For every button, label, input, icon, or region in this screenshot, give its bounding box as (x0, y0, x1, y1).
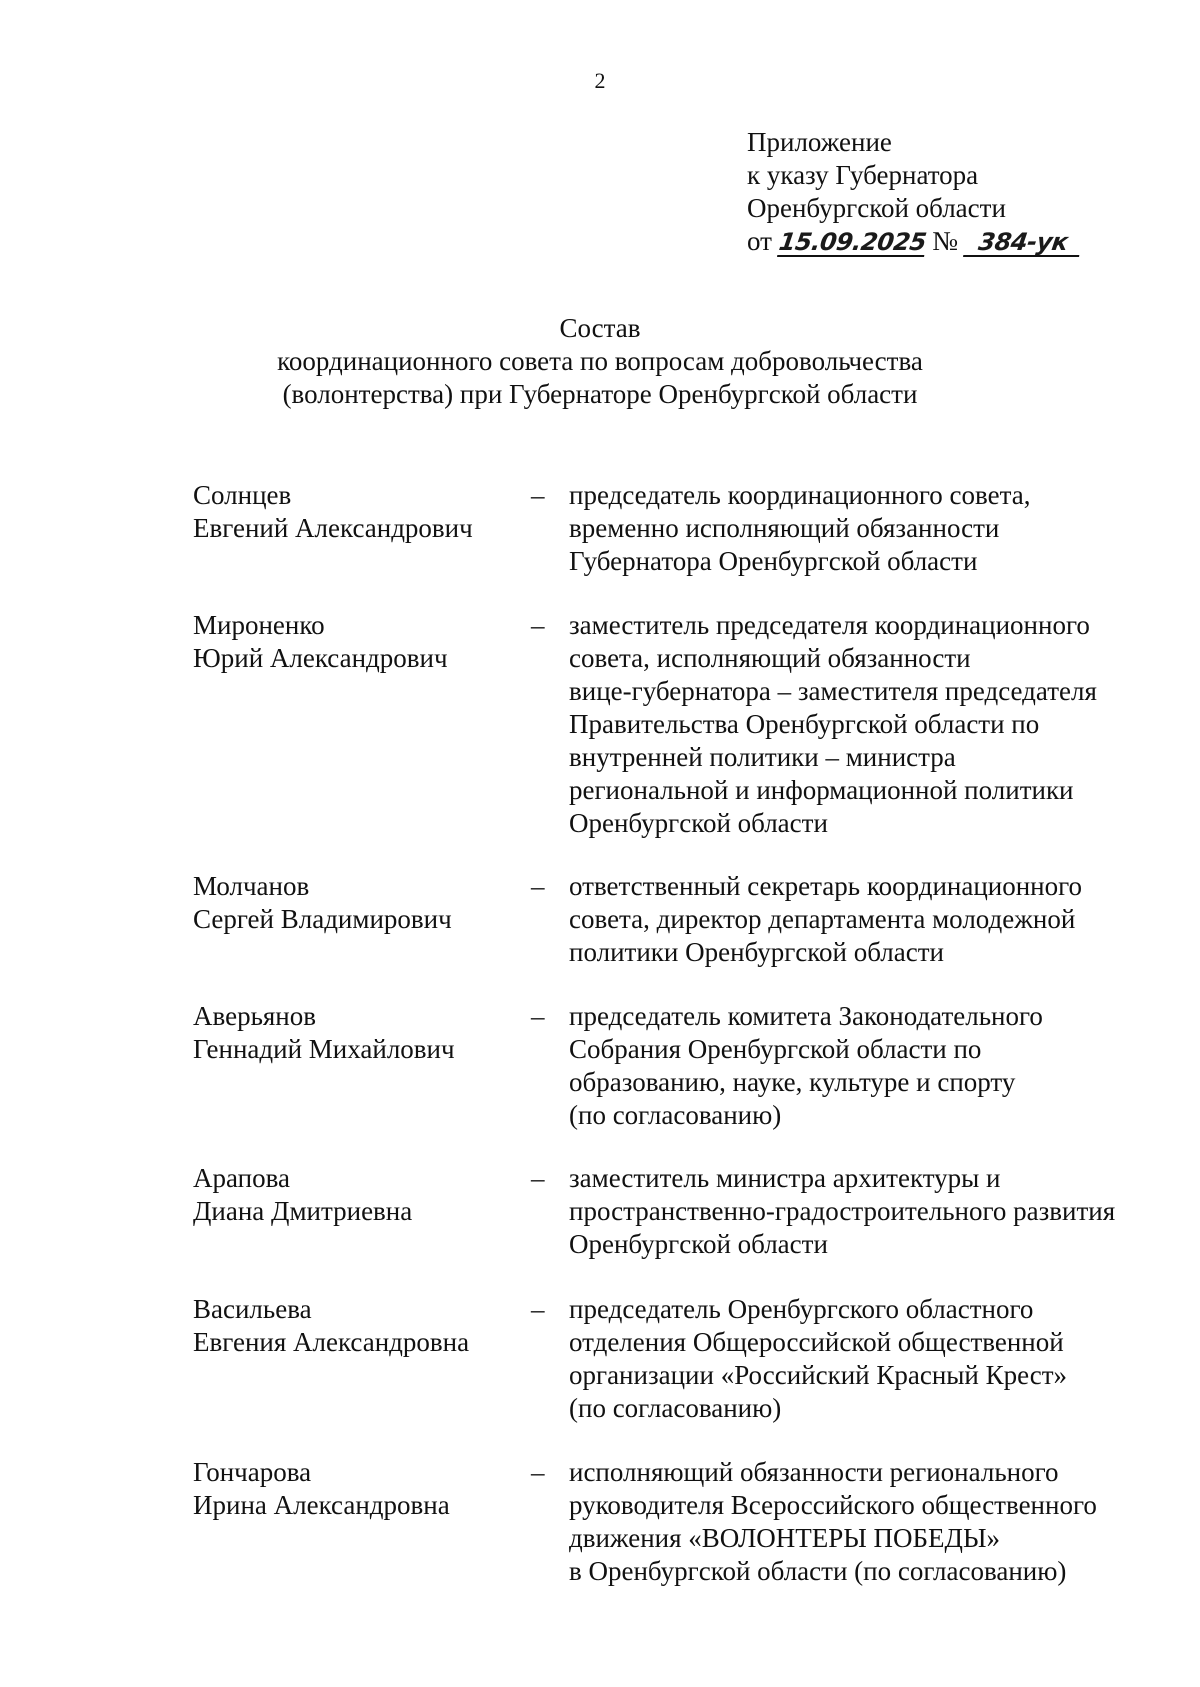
appendix-title: Приложение (747, 127, 892, 157)
role-line: Губернатора Оренбургской области (569, 546, 978, 576)
role-line: Оренбургской области (569, 808, 828, 838)
member-dash: – (531, 480, 545, 510)
member-role (569, 870, 1169, 969)
role-line: председатель координационного совета, (569, 480, 1031, 510)
member-given-names: Евгений Александрович (193, 513, 473, 543)
member-surname: Гончарова (193, 1457, 312, 1487)
member-given-names: Ирина Александровна (193, 1490, 450, 1520)
member-surname: Солнцев (193, 480, 292, 510)
role-line: совета, директор департамента молодежной (569, 904, 1076, 934)
member-role (569, 1456, 1169, 1588)
member-dash: – (531, 1001, 545, 1031)
member-given-names: Юрий Александрович (193, 643, 448, 673)
member-given-names: Евгения Александровна (193, 1327, 470, 1357)
page-number: 2 (594, 68, 606, 93)
title-line-3: (волонтерства) при Губернаторе Оренбургской области (282, 379, 918, 409)
member-dash: – (531, 1163, 545, 1193)
member-name (193, 1456, 523, 1522)
role-line: совета, исполняющий обязанности (569, 643, 971, 673)
member-given-names: Геннадий Михайлович (193, 1034, 455, 1064)
role-line: Собрания Оренбургской области по (569, 1034, 982, 1064)
member-dash: – (531, 871, 545, 901)
member-name (193, 1162, 523, 1228)
member-role (569, 1293, 1169, 1425)
role-line: отделения Общероссийской общественной (569, 1327, 1064, 1357)
role-line: ответственный секретарь координационного (569, 871, 1083, 901)
date-prefix: от (747, 226, 772, 256)
member-role (569, 479, 1169, 578)
member-dash: – (531, 1457, 545, 1487)
member-dash: – (531, 1294, 545, 1324)
member-surname: Аверьянов (193, 1001, 317, 1031)
handwritten-number: 384-ук (963, 229, 1083, 257)
handwritten-date: 15.09.2025 (776, 228, 928, 256)
appendix-region: Оренбургской области (747, 193, 1006, 223)
role-line: Правительства Оренбургской области по (569, 709, 1040, 739)
member-surname: Молчанов (193, 871, 310, 901)
role-line: руководителя Всероссийского общественного (569, 1490, 1097, 1520)
member-name (193, 870, 523, 936)
role-line: заместитель председателя координационного (569, 610, 1090, 640)
role-line: политики Оренбургской области (569, 937, 944, 967)
member-given-names: Сергей Владимирович (193, 904, 452, 934)
role-line: временно исполняющий обязанности (569, 513, 1000, 543)
member-dash: – (531, 610, 545, 640)
role-line: председатель Оренбургского областного (569, 1294, 1034, 1324)
role-line: региональной и информационной политики (569, 775, 1074, 805)
role-line: образованию, науке, культуре и спорту (569, 1067, 1016, 1097)
role-line: (по согласованию) (569, 1393, 782, 1423)
member-given-names: Диана Дмитриевна (193, 1196, 413, 1226)
role-line: пространственно-градостроительного развития (569, 1196, 1116, 1226)
role-line: исполняющий обязанности регионального (569, 1457, 1059, 1487)
title-line-1: Состав (559, 313, 641, 343)
member-name (193, 609, 523, 675)
appendix-decree-ref: к указу Губернатора (747, 160, 979, 190)
number-prefix: № (932, 226, 959, 256)
member-role (569, 609, 1169, 840)
role-line: председатель комитета Законодательного (569, 1001, 1043, 1031)
role-line: внутренней политики – министра (569, 742, 956, 772)
member-role (569, 1000, 1169, 1132)
member-name (193, 1293, 523, 1359)
role-line: в Оренбургской области (по согласованию) (569, 1556, 1067, 1586)
member-role (569, 1162, 1169, 1261)
role-line: организации «Российский Красный Крест» (569, 1360, 1068, 1390)
member-surname: Арапова (193, 1163, 290, 1193)
role-line: Оренбургской области (569, 1229, 828, 1259)
member-surname: Мироненко (193, 610, 325, 640)
role-line: движения «ВОЛОНТЕРЫ ПОБЕДЫ» (569, 1523, 1001, 1553)
role-line: заместитель министра архитектуры и (569, 1163, 1001, 1193)
title-line-2: координационного совета по вопросам добровольчества (277, 346, 923, 376)
member-name (193, 1000, 523, 1066)
member-surname: Васильева (193, 1294, 312, 1324)
role-line: вице-губернатора – заместителя председателя (569, 676, 1097, 706)
role-line: (по согласованию) (569, 1100, 782, 1130)
member-name (193, 479, 523, 545)
